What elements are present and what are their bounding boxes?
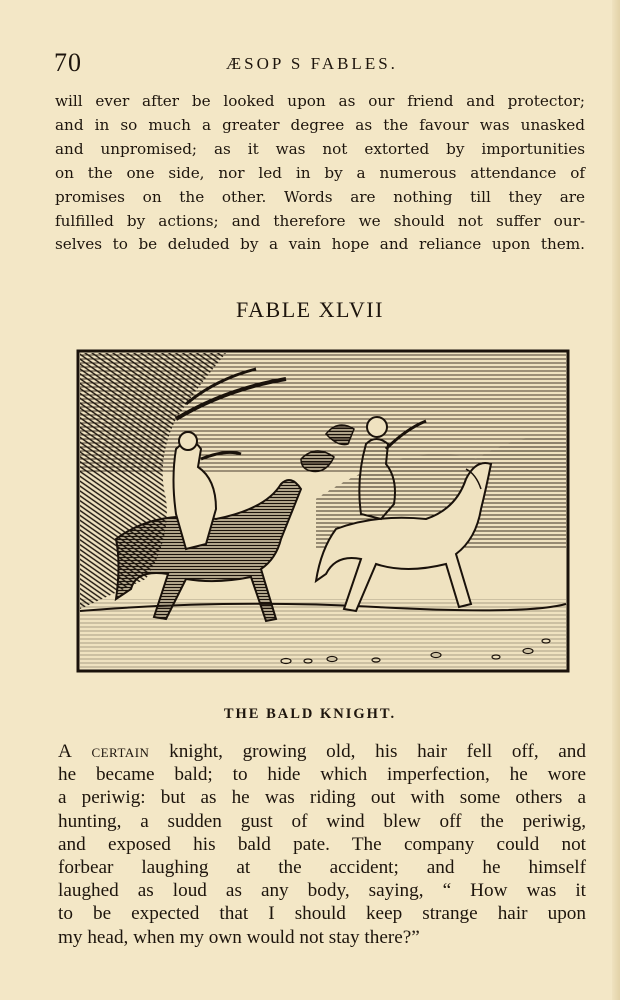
intro-line: and in so much a greater degree as the favour was unasked — [55, 115, 585, 134]
story-line — [58, 740, 586, 763]
story-line: to be expected that I should keep strange hair upon — [58, 903, 586, 925]
story-line: laughed as loud as any body, saying, “ How was it — [58, 880, 586, 902]
intro-line: selves to be deluded by a vain hope and reliance upon them. — [55, 235, 585, 254]
story-line: he became bald; to hide which imperfection, he wore — [58, 764, 586, 786]
intro-line: will ever after be looked upon as our friend and protector; — [55, 92, 585, 110]
illustration-caption: THE BALD KNIGHT. — [223, 706, 397, 722]
opening-smallcaps: A certain — [58, 741, 150, 762]
fable-heading: FABLE XLVII — [236, 297, 384, 322]
story-line: and exposed his bald pate. The company could not — [58, 833, 586, 855]
story-line: hunting, a sudden gust of wind blew off the periwig, — [58, 810, 586, 832]
intro-line: on the one side, nor led in by a numerous attendance of — [55, 163, 585, 182]
intro-line: and unpromised; as it was not extorted by importunities — [55, 139, 585, 158]
page-number: 70 — [54, 48, 82, 77]
intro-line: promises on the other. Words are nothing till they are — [55, 187, 585, 206]
intro-paragraph — [55, 90, 585, 257]
page-edge — [612, 0, 620, 1000]
story-line: my head, when my own would not stay there?” — [58, 926, 420, 948]
fable-text — [58, 740, 586, 949]
woodcut-illustration — [76, 349, 570, 673]
story-line: forbear laughing at the accident; and he himself — [58, 857, 586, 879]
story-line: a periwig: but as he was riding out with some others a — [58, 787, 586, 809]
running-title: ÆSOP S FABLES. — [226, 54, 398, 73]
first-line-rest: knight, growing old, his hair fell off, and — [149, 741, 586, 762]
intro-line: fulfilled by actions; and therefore we should not suffer our- — [55, 211, 585, 230]
running-head — [54, 48, 584, 78]
